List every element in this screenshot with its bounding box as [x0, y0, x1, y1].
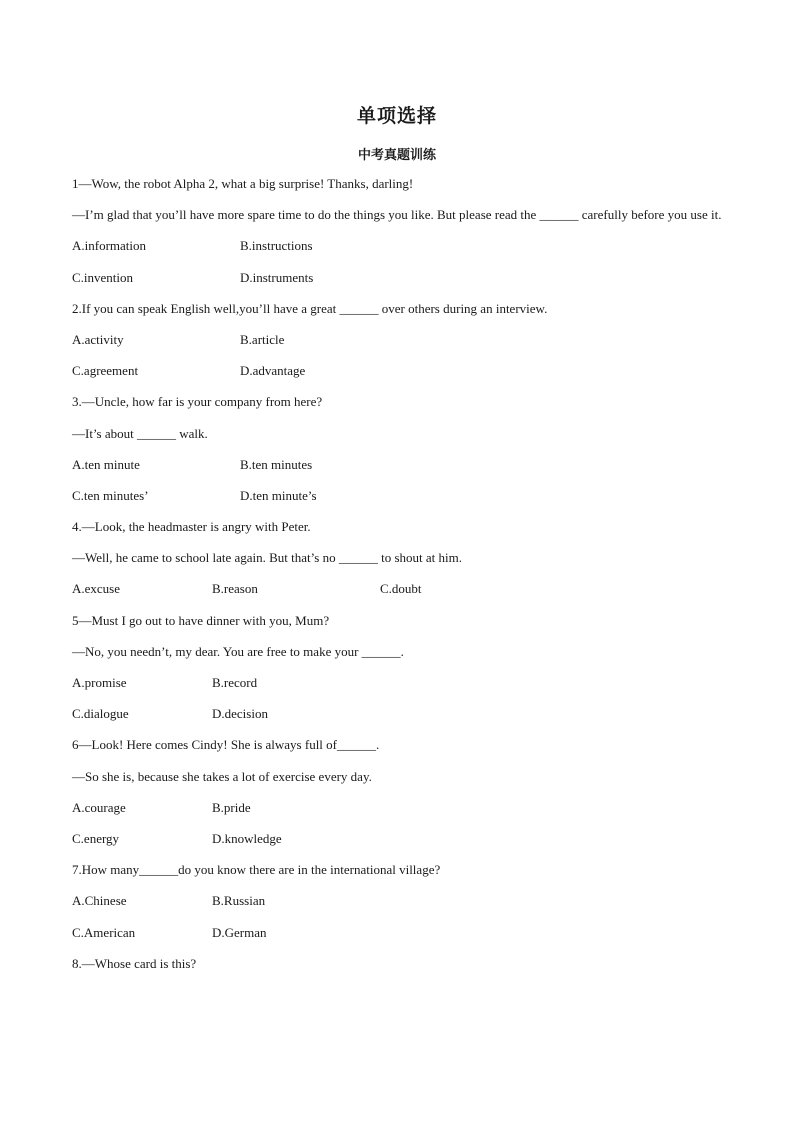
- q1-options-row-1: [72, 230, 723, 261]
- q5-options-row-2: [72, 698, 723, 729]
- q5-option-b: B.record: [212, 675, 258, 691]
- q7-option-a: A.Chinese: [72, 893, 127, 909]
- page-title: 单项选择: [356, 105, 437, 127]
- q2-option-c: C.agreement: [72, 363, 139, 379]
- q1-reply: —I’m glad that you’ll have more spare time to do the things you like. But please read the ______ carefully before you use it.: [72, 207, 722, 223]
- q6-option-c: C.energy: [72, 830, 120, 846]
- q8-stem: 8.—Whose card is this?: [72, 955, 197, 971]
- q1-options-row-2: [72, 262, 723, 293]
- q1-option-b: B.instructions: [240, 238, 313, 254]
- q3-options-row-2: [72, 480, 723, 511]
- q5-reply: —No, you needn’t, my dear. You are free to make your ______.: [72, 643, 404, 659]
- q5-options-row-1: [72, 667, 723, 698]
- q4-option-c: C.doubt: [380, 581, 422, 597]
- q7-stem: 7.How many______do you know there are in the international village?: [72, 862, 441, 878]
- q7-option-c: C.American: [72, 924, 136, 940]
- q7-options-row-1: [72, 885, 723, 916]
- q6-option-a: A.courage: [72, 799, 126, 815]
- q4-options-row: [72, 573, 723, 604]
- q7-option-b: B.Russian: [212, 893, 266, 909]
- q7-option-d: D.German: [212, 924, 267, 940]
- q1-stem: 1—Wow, the robot Alpha 2, what a big surprise! Thanks, darling!: [72, 176, 414, 191]
- q1-option-a: A.information: [72, 238, 147, 254]
- q7-options-row-2: [72, 917, 723, 948]
- q2-options-row-1: [72, 324, 723, 355]
- page-subtitle: 中考真题训练: [357, 148, 436, 163]
- q6-option-b: B.pride: [212, 799, 251, 815]
- q3-option-b: B.ten minutes: [240, 456, 313, 472]
- q6-option-d: D.knowledge: [212, 830, 282, 846]
- q3-stem: 3.—Uncle, how far is your company from here?: [72, 394, 323, 410]
- q6-options-row-2: [72, 823, 723, 854]
- q3-reply: —It’s about ______ walk.: [72, 425, 208, 441]
- q2-options-row-2: [72, 355, 723, 386]
- q4-option-a: A.excuse: [72, 581, 121, 597]
- q3-option-a: A.ten minute: [72, 456, 140, 472]
- q3-option-d: D.ten minute’s: [240, 487, 317, 503]
- q2-option-d: D.advantage: [240, 363, 306, 379]
- q6-reply: —So she is, because she takes a lot of exercise every day.: [72, 768, 372, 784]
- q2-option-a: A.activity: [72, 331, 124, 347]
- q1-option-d: D.instruments: [240, 269, 314, 285]
- q5-option-d: D.decision: [212, 706, 268, 722]
- q1-option-c: C.invention: [72, 269, 134, 285]
- q2-stem: 2.If you can speak English well,you’ll have a great ______ over others during an interview.: [72, 300, 548, 316]
- q5-stem: 5—Must I go out to have dinner with you, Mum?: [72, 612, 330, 628]
- q4-stem: 4.—Look, the headmaster is angry with Peter.: [72, 519, 311, 535]
- q5-option-a: A.promise: [72, 675, 127, 691]
- q6-options-row-1: [72, 792, 723, 823]
- question-list: [72, 168, 723, 979]
- q2-option-b: B.article: [240, 331, 285, 347]
- q4-reply: —Well, he came to school late again. But that’s no ______ to shout at him.: [72, 550, 462, 566]
- q4-option-b: B.reason: [212, 581, 258, 597]
- q6-stem: 6—Look! Here comes Cindy! She is always full of______.: [72, 737, 380, 753]
- q3-option-c: C.ten minutes’: [72, 487, 149, 503]
- q5-option-c: C.dialogue: [72, 706, 129, 722]
- q3-options-row-1: [72, 449, 723, 480]
